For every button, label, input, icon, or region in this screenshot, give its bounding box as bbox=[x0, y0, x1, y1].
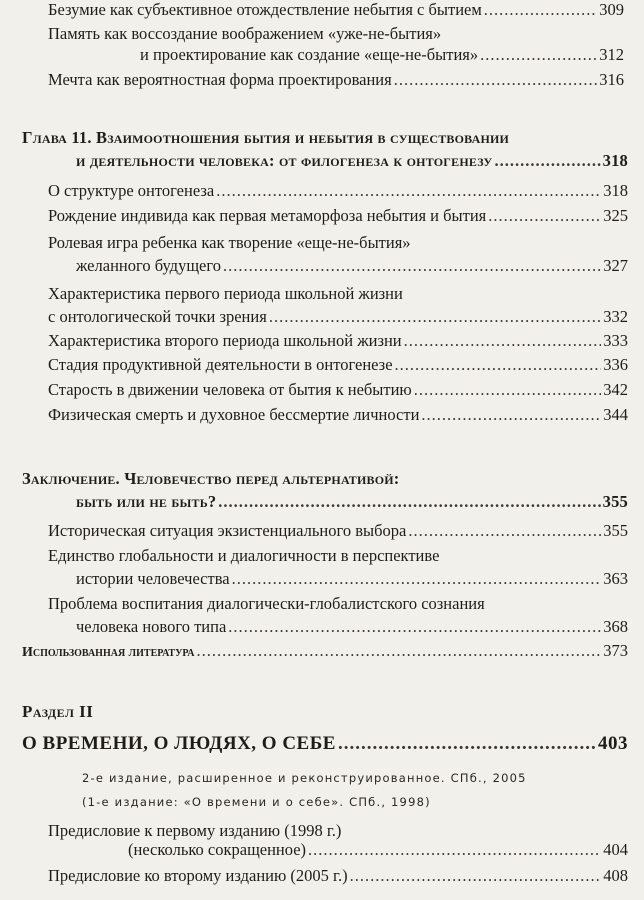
conclusion-title-line2 bbox=[76, 492, 628, 512]
leader-dots bbox=[308, 840, 601, 860]
toc-entry-label: Единство глобальности и диалогичности в перспективе bbox=[48, 546, 440, 565]
toc-entry bbox=[128, 840, 628, 860]
toc-entry bbox=[48, 307, 628, 327]
chapter-title-line1 bbox=[22, 128, 509, 148]
toc-entry-page: 404 bbox=[603, 840, 628, 859]
toc-entry bbox=[140, 45, 624, 65]
toc-entry-line1 bbox=[48, 546, 439, 566]
toc-entry-page: 355 bbox=[603, 521, 628, 540]
section-label-text: Раздел II bbox=[22, 702, 94, 721]
toc-entry bbox=[76, 569, 628, 589]
toc-entry-page: 316 bbox=[599, 70, 624, 89]
toc-entry-label: Мечта как вероятностная форма проектирования bbox=[48, 70, 392, 89]
leader-dots bbox=[488, 206, 601, 226]
leader-dots bbox=[484, 0, 597, 20]
toc-entry-page: 309 bbox=[599, 0, 624, 19]
toc-entry bbox=[48, 70, 624, 90]
toc-entry-page: 332 bbox=[603, 307, 628, 326]
toc-entry-label: Безумие как субъективное отождествление небытия с бытием bbox=[48, 0, 482, 19]
section-label bbox=[22, 702, 93, 722]
toc-entry bbox=[48, 380, 628, 400]
toc-entry bbox=[76, 617, 628, 637]
toc-entry-label: Характеристика первого периода школьной жизни bbox=[48, 284, 403, 303]
chapter-title: и деятельности человека: от филогенеза к онтогенезу bbox=[76, 151, 493, 170]
leader-dots bbox=[395, 355, 602, 375]
toc-entry-label: Старость в движении человека от бытия к небытию bbox=[48, 380, 412, 399]
toc-entry-label: человека нового типа bbox=[76, 617, 227, 636]
toc-entry-label: Характеристика второго периода школьной жизни bbox=[48, 331, 402, 350]
section-title: О ВРЕМЕНИ, О ЛЮДЯХ, О СЕБЕ bbox=[22, 733, 336, 754]
literature-page: 373 bbox=[603, 641, 628, 660]
toc-entry-page: 408 bbox=[603, 866, 628, 885]
toc-entry-label: желанного будущего bbox=[76, 256, 221, 275]
toc-entry-page: 327 bbox=[603, 256, 628, 275]
leader-dots bbox=[404, 331, 602, 351]
toc-entry-label: Память как воссоздание воображением «уже-не-бытия» bbox=[48, 24, 442, 43]
leader-dots bbox=[338, 733, 596, 755]
toc-entry-page: 363 bbox=[603, 569, 628, 588]
toc-entry bbox=[48, 181, 628, 201]
leader-dots bbox=[216, 181, 601, 201]
toc-entry-page: 312 bbox=[599, 45, 624, 64]
conclusion-title-line1 bbox=[22, 469, 399, 489]
toc-entry-label: Предисловие к первому изданию (1998 г.) bbox=[48, 821, 342, 840]
toc-entry-label: Предисловие ко второму изданию (2005 г.) bbox=[48, 866, 348, 885]
literature-entry bbox=[22, 641, 628, 661]
toc-entry-line1 bbox=[48, 233, 411, 253]
toc-entry-label: Стадия продуктивной деятельности в онтогенезе bbox=[48, 355, 393, 374]
toc-entry-label: истории человечества bbox=[76, 569, 230, 588]
toc-entry bbox=[48, 521, 628, 541]
leader-dots bbox=[228, 617, 601, 637]
chapter-title-line2 bbox=[76, 151, 628, 171]
toc-entry bbox=[48, 331, 628, 351]
toc-entry bbox=[48, 866, 628, 886]
conclusion-page: 355 bbox=[602, 492, 628, 511]
leader-dots bbox=[269, 307, 601, 327]
toc-entry-label: (несколько сокращенное) bbox=[128, 840, 307, 859]
toc-entry-page: 342 bbox=[603, 380, 628, 399]
leader-dots bbox=[196, 641, 601, 661]
toc-entry-line1 bbox=[48, 24, 441, 44]
toc-entry-line1 bbox=[48, 821, 341, 841]
toc-entry-label: с онтологической точки зрения bbox=[48, 307, 267, 326]
chapter-title: Глава 11. Взаимоотношения бытия и небытия в существовании bbox=[22, 128, 510, 147]
toc-entry-page: 333 bbox=[603, 331, 628, 350]
section-title-line bbox=[22, 733, 628, 755]
toc-entry bbox=[76, 256, 628, 276]
toc-entry-page: 318 bbox=[603, 181, 628, 200]
toc-entry-label: Рождение индивида как первая метаморфоза небытия и бытия bbox=[48, 206, 487, 225]
leader-dots bbox=[480, 45, 597, 65]
toc-entry-page: 344 bbox=[603, 405, 628, 424]
section-page: 403 bbox=[598, 733, 628, 754]
toc-entry-label: Ролевая игра ребенка как творение «еще-не-бытия» bbox=[48, 233, 411, 252]
chapter-page: 318 bbox=[602, 151, 628, 170]
toc-entry bbox=[48, 0, 624, 20]
toc-entry-page: 368 bbox=[603, 617, 628, 636]
leader-dots bbox=[223, 256, 601, 276]
leader-dots bbox=[394, 70, 598, 90]
leader-dots bbox=[218, 492, 600, 512]
toc-entry-label: Историческая ситуация экзистенциального выбора bbox=[48, 521, 407, 540]
toc-entry bbox=[48, 405, 628, 425]
toc-entry bbox=[48, 206, 628, 226]
toc-entry-label: Физическая смерть и духовное бессмертие личности bbox=[48, 405, 420, 424]
leader-dots bbox=[232, 569, 602, 589]
toc-entry-line1 bbox=[48, 594, 485, 614]
leader-dots bbox=[414, 380, 601, 400]
leader-dots bbox=[494, 151, 600, 171]
toc-entry-line1 bbox=[48, 284, 403, 304]
leader-dots bbox=[421, 405, 601, 425]
conclusion-title: Заключение. Человечество перед альтернативой: bbox=[22, 469, 400, 488]
toc-entry-label: Проблема воспитания диалогически-глобалистского сознания bbox=[48, 594, 485, 613]
conclusion-title: быть или не быть? bbox=[76, 492, 217, 511]
toc-entry-page: 336 bbox=[603, 355, 628, 374]
edition-note: 2-е издание, расширенное и реконструированное. СПб., 2005 bbox=[82, 771, 527, 785]
leader-dots bbox=[408, 521, 601, 541]
toc-entry-label: О структуре онтогенеза bbox=[48, 181, 215, 200]
leader-dots bbox=[350, 866, 602, 886]
edition-note-first: (1-е издание: «О времени и о себе». СПб., 1998) bbox=[82, 795, 431, 809]
literature-label: Использованная литература bbox=[22, 645, 195, 660]
toc-entry-label: и проектирование как создание «еще-не-бытия» bbox=[140, 45, 479, 64]
toc-entry-page: 325 bbox=[603, 206, 628, 225]
toc-entry bbox=[48, 355, 628, 375]
